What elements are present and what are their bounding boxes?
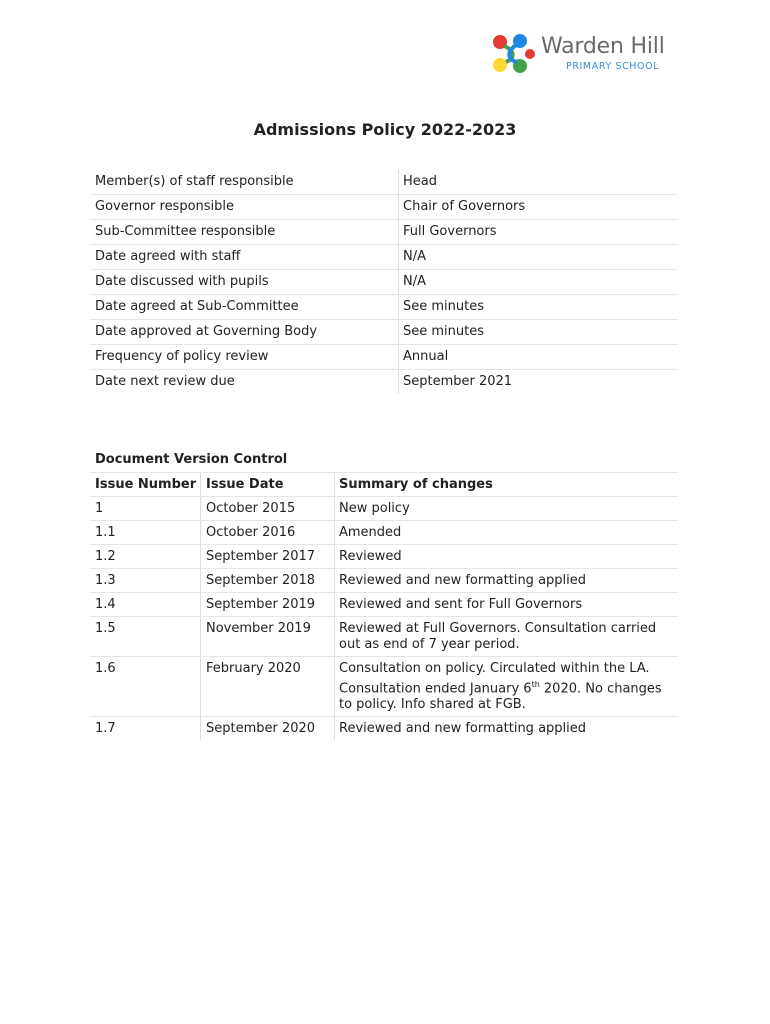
info-value: N/A [403,274,426,289]
info-label: Governor responsible [90,195,399,219]
school-logo [490,32,690,78]
info-label: Frequency of policy review [90,345,399,369]
issue-date-cell: November 2019 [201,617,335,656]
issue-number-cell: 1.1 [90,521,201,544]
issue-number-cell: 1.2 [90,545,201,568]
table-row [90,569,678,593]
issue-date-cell: September 2018 [201,569,335,592]
table-row [90,617,678,657]
info-value: Annual [403,349,449,364]
info-row [90,345,678,370]
column-header-issue: Issue Number [90,473,201,496]
ordinal-suffix: th [531,680,540,689]
column-header-summary: Summary of changes [339,477,493,492]
table-row [90,545,678,569]
policy-info-table [90,170,678,394]
info-row [90,170,678,195]
info-value: See minutes [403,324,485,339]
issue-number-cell: 1.6 [90,657,201,716]
info-value: Chair of Governors [403,199,526,214]
issue-date-cell: September 2020 [201,717,335,740]
info-row [90,370,678,394]
school-logo-mark-icon [490,32,538,78]
summary-cell: Amended [339,525,402,540]
info-label: Date agreed at Sub-Committee [90,295,399,319]
version-control-title: Document Version Control [95,452,288,467]
info-label: Member(s) of staff responsible [90,170,399,194]
summary-text-part: Consultation on policy. Circulated within the LA. Consultation ended January 6 [339,661,650,697]
info-value: See minutes [403,299,485,314]
column-header-date: Issue Date [201,473,335,496]
summary-cell: Reviewed and sent for Full Governors [339,597,583,612]
school-name: Warden Hill [541,34,665,59]
info-row [90,270,678,295]
issue-date-cell: September 2019 [201,593,335,616]
issue-number-cell: 1.7 [90,717,201,740]
summary-cell [335,657,678,716]
info-row [90,220,678,245]
info-label: Date discussed with pupils [90,270,399,294]
info-row [90,295,678,320]
version-control-table [90,472,678,740]
table-row [90,521,678,545]
summary-cell: Reviewed [339,549,402,564]
table-row [90,657,678,717]
info-row [90,320,678,345]
summary-text-part: 2020. No changes to policy. Info shared at FGB. [339,681,662,713]
table-row [90,593,678,617]
summary-cell: Reviewed and new formatting applied [339,573,587,588]
summary-cell: Reviewed and new formatting applied [339,721,587,737]
info-label: Date approved at Governing Body [90,320,399,344]
table-row [90,497,678,521]
info-value: Full Governors [403,224,497,239]
summary-cell: New policy [339,501,410,516]
issue-number-cell: 1.5 [90,617,201,656]
info-label: Date next review due [90,370,399,394]
table-header-row [90,473,678,497]
info-label: Date agreed with staff [90,245,399,269]
summary-cell: Reviewed at Full Governors. Consultation carried out as end of 7 year period. [339,621,657,652]
issue-date-cell: September 2017 [201,545,335,568]
info-row [90,245,678,270]
issue-date-cell: February 2020 [201,657,335,716]
table-row [90,717,678,740]
info-value: Head [403,174,437,189]
issue-number-cell: 1.3 [90,569,201,592]
issue-date-cell: October 2016 [201,521,335,544]
issue-number-cell: 1 [90,497,201,520]
issue-number-cell: 1.4 [90,593,201,616]
info-value: N/A [403,249,426,264]
issue-date-cell: October 2015 [201,497,335,520]
school-subtitle: PRIMARY SCHOOL [566,61,660,72]
page-title: Admissions Policy 2022-2023 [253,120,517,139]
info-label: Sub-Committee responsible [90,220,399,244]
info-row [90,195,678,220]
info-value: September 2021 [403,374,513,389]
